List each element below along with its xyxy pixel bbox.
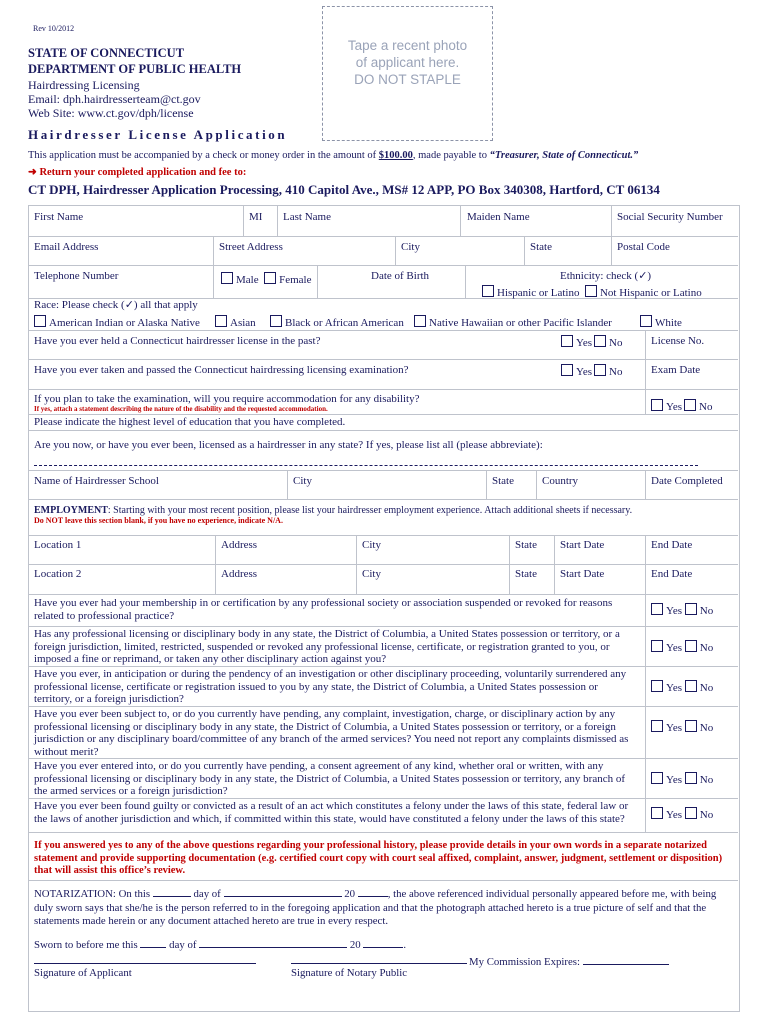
notary-month-blank[interactable]: [224, 886, 342, 897]
applicant-signature-label: Signature of Applicant: [34, 967, 132, 979]
fee-payable: , made payable to: [412, 150, 487, 161]
notarization-continued: , the above referenced individual personally appeared before me, with: [387, 888, 690, 900]
male-checkbox[interactable]: [221, 272, 233, 284]
notary-signature-label: Signature of Notary Public: [291, 967, 408, 979]
no-label: No: [699, 682, 714, 694]
disability-no-checkbox[interactable]: [684, 399, 696, 411]
history-1-no-checkbox[interactable]: [685, 603, 697, 615]
school-country-label: Country: [542, 475, 579, 487]
race-label: Race: Please check (✓) all that apply: [34, 299, 198, 311]
asian-label: Asian: [230, 317, 256, 329]
location-2-end-label: End Date: [651, 568, 693, 580]
location-1-state-label: State: [515, 539, 537, 551]
yes-label: Yes: [666, 722, 683, 734]
exam-date-label: Exam Date: [651, 364, 701, 376]
not-hispanic-label: Not Hispanic or Latino: [599, 287, 702, 299]
location-2-address-label: Address: [221, 568, 258, 580]
yes-label: Yes: [666, 401, 683, 413]
ssn-label: Social Security Number: [617, 211, 723, 223]
return-note-text: Return your completed application and fee to:: [39, 167, 247, 178]
last-name-label: Last Name: [283, 211, 331, 223]
female-label: Female: [279, 274, 312, 286]
black-checkbox[interactable]: [270, 315, 282, 327]
race-option-asian: [215, 315, 256, 330]
school-name-label: Name of Hairdresser School: [34, 475, 159, 487]
license-question: Have you ever held a Connecticut hairdresser license in the past?: [34, 335, 321, 347]
yes-label: Yes: [576, 337, 593, 349]
race-option-black: [270, 315, 404, 330]
history-note: If you answered yes to any of the above questions regarding your professional history, please provide details in your own words in a separate notarized statement and provide supporting documentation (e.g. certified court copy with court seal affixed, complaint, answer, judgment, settlement or disposition) that will assist this office’s review.: [34, 840, 723, 876]
history-3-yes-checkbox[interactable]: [651, 680, 663, 692]
location-1-end-label: End Date: [651, 539, 693, 551]
disability-yes-no: [651, 399, 712, 414]
telephone-label: Telephone Number: [34, 270, 119, 282]
fee-statement: [28, 150, 638, 161]
yes-label: Yes: [666, 774, 683, 786]
history-6-yes-checkbox[interactable]: [651, 807, 663, 819]
photo-instruction-1: Tape a recent photo: [347, 38, 468, 53]
no-label: No: [699, 722, 714, 734]
notarization-oath-text: being duly sworn says that she/he is the person referred to in the foregoing application and that the photograph attached hereto is a true picture of self and that the statements made herein or any document attached hereto are true in every respect.: [34, 888, 717, 927]
history-3-yes-no: [651, 680, 713, 694]
sworn-month-blank[interactable]: [199, 937, 347, 948]
yes-label: Yes: [666, 682, 683, 694]
license-number-label: License No.: [651, 335, 705, 347]
agency-email[interactable]: Email: dph.hairdresserteam@ct.gov: [28, 92, 201, 106]
program-name: Hairdressing Licensing: [28, 78, 140, 92]
dob-label: Date of Birth: [371, 270, 430, 282]
hawaiian-checkbox[interactable]: [414, 315, 426, 327]
mailing-address: CT DPH, Hairdresser Application Processing, 410 Capitol Ave., MS# 12 APP, PO Box 340308, Hartford, CT 06134: [28, 182, 660, 197]
hispanic-checkbox[interactable]: [482, 285, 494, 297]
sworn-day-blank[interactable]: [140, 937, 166, 948]
mi-label: MI: [249, 211, 263, 223]
employment-text: : Starting with your most recent position, please list your hairdresser employment experience. Attach additional sheets if necessary.: [107, 505, 633, 516]
disability-question: If you plan to take the examination, will you require accommodation for any disability?: [34, 393, 420, 405]
location-1-city-label: City: [362, 539, 381, 551]
postal-code-label: Postal Code: [617, 241, 670, 253]
history-question-2: Has any professional licensing or disciplinary body in any state, the District of Columbia, a United States possession or territory, or a foreign jurisdiction, limited, restricted, suspended or revoked any professional license, certificate, or registration granted to you, or imposed a fine or reprimand, or taken any other disciplinary action against you?: [34, 628, 620, 665]
agency-website[interactable]: Web Site: www.ct.gov/dph/license: [28, 106, 194, 120]
history-2-yes-no: [651, 640, 713, 654]
photo-instruction-3: DO NOT STAPLE: [354, 72, 461, 87]
form-title: Hairdresser License Application: [28, 127, 288, 142]
american-indian-label: American Indian or Alaska Native: [49, 317, 200, 329]
notary-day-blank[interactable]: [153, 886, 191, 897]
race-option-white: [640, 315, 682, 330]
exam-yes-checkbox[interactable]: [561, 364, 573, 376]
hawaiian-label: Native Hawaiian or other Pacific Islander: [429, 317, 612, 329]
history-question-4: Have you ever been subject to, or do you currently have pending, any complaint, investigation, charge, or disciplinary action by any professional licensing or disciplinary body in any state, the District of Columbia, a United States possession or territory, or a foreign jurisdiction or any disciplinary board/committee of any branch of the armed services? You need not report any complaints dismissed as without merit?: [34, 708, 629, 758]
exam-yes-no: [561, 364, 622, 379]
exam-no-checkbox[interactable]: [594, 364, 606, 376]
sworn-year-blank[interactable]: [363, 937, 403, 948]
history-4-yes-no: [651, 720, 713, 734]
notary-year-blank[interactable]: [358, 886, 388, 897]
arrow-right-icon: ➜: [28, 167, 37, 178]
gender-options: [221, 272, 312, 287]
black-label: Black or African American: [285, 317, 404, 329]
school-city-label: City: [293, 475, 312, 487]
no-label: No: [609, 337, 623, 349]
white-label: White: [655, 317, 682, 329]
license-yes-no: [561, 335, 622, 350]
fee-payee: “Treasurer, State of Connecticut.”: [489, 150, 639, 161]
license-yes-checkbox[interactable]: [561, 335, 573, 347]
no-label: No: [699, 642, 714, 654]
maiden-name-label: Maiden Name: [467, 211, 530, 223]
notarization-label: NOTARIZATION: On this: [34, 888, 151, 900]
no-label: No: [699, 605, 714, 617]
history-1-yes-checkbox[interactable]: [651, 603, 663, 615]
race-option-american-indian: [34, 315, 200, 330]
state-label: State: [530, 241, 552, 253]
employment-label: EMPLOYMENT: [34, 505, 108, 516]
location-2-start-label: Start Date: [560, 568, 605, 580]
city-label: City: [401, 241, 420, 253]
yes-label: Yes: [666, 605, 683, 617]
location-2-city-label: City: [362, 568, 381, 580]
location-2-label: Location 2: [34, 568, 82, 580]
first-name-label: First Name: [34, 211, 84, 223]
yes-label: Yes: [576, 366, 593, 378]
history-question-3: Have you ever, in anticipation or during the pendency of an investigation or other disciplinary proceeding, voluntarily surrendered any professional license, certificate or registration issued to you by any state, the District of Columbia, a United States possession or territory, or a foreign jurisdiction?: [34, 668, 627, 705]
no-label: No: [609, 366, 623, 378]
ethnicity-options: [482, 285, 702, 300]
fee-amount: $100.00: [378, 150, 413, 161]
photo-box: [322, 6, 493, 141]
disability-yes-checkbox[interactable]: [651, 399, 663, 411]
sworn-year-prefix: 20: [349, 939, 361, 951]
male-label: Male: [236, 274, 259, 286]
history-6-no-checkbox[interactable]: [685, 807, 697, 819]
fee-text: This application must be accompanied by a check or money order in the amount of: [28, 150, 377, 161]
history-question-5: Have you ever entered into, or do you currently have pending, a consent agreement of any kind, whether oral or written, with any professional licensing or disciplinary body in any state, the District of Columbia, a United States possession or territory, any branch of the armed services or a foreign jurisdiction?: [34, 760, 626, 797]
location-1-address-label: Address: [221, 539, 258, 551]
history-question-6: Have you ever been found guilty or convicted as a result of an act which constitutes a felony under the laws of this state, federal law or the laws of another jurisdiction and which, if committed within this state, would have constituted a felony under the laws of this state?: [34, 800, 629, 825]
history-4-yes-checkbox[interactable]: [651, 720, 663, 732]
history-2-no-checkbox[interactable]: [685, 640, 697, 652]
no-label: No: [699, 401, 713, 413]
education-question: Please indicate the highest level of education that you have completed.: [34, 416, 346, 428]
license-no-checkbox[interactable]: [594, 335, 606, 347]
photo-instruction-2: of applicant here.: [355, 55, 460, 70]
american-indian-checkbox[interactable]: [34, 315, 46, 327]
ethnicity-label: Ethnicity: check (✓): [560, 270, 652, 282]
race-option-hawaiian: [414, 315, 612, 330]
female-checkbox[interactable]: [264, 272, 276, 284]
location-1-start-label: Start Date: [560, 539, 605, 551]
email-label: Email Address: [34, 241, 99, 253]
return-note: [28, 166, 246, 178]
notary-day-of: day of: [193, 888, 221, 900]
revision-label: Rev 10/2012: [33, 24, 75, 33]
history-question-1: Have you ever had your membership in or certification by any professional society or association suspended or revoked for reasons related to professional practice?: [34, 597, 613, 622]
location-2-state-label: State: [515, 568, 537, 580]
history-6-yes-no: [651, 807, 713, 821]
sworn-day-of: day of: [169, 939, 197, 951]
not-hispanic-checkbox[interactable]: [585, 285, 597, 297]
location-1-label: Location 1: [34, 539, 82, 551]
history-4-no-checkbox[interactable]: [685, 720, 697, 732]
street-address-label: Street Address: [219, 241, 283, 253]
history-3-no-checkbox[interactable]: [685, 680, 697, 692]
notarization-statement: [34, 886, 732, 929]
other-states-question: Are you now, or have you ever been, licensed as a hairdresser in any state? If yes, please list all (please abbreviate):: [34, 439, 543, 451]
commission-date-blank[interactable]: [583, 954, 669, 965]
yes-label: Yes: [666, 809, 683, 821]
history-5-no-checkbox[interactable]: [685, 772, 697, 784]
agency-state: STATE OF CONNECTICUT: [28, 46, 185, 60]
applicant-signature-line[interactable]: [34, 963, 256, 964]
yes-label: Yes: [666, 642, 683, 654]
states-list-blanks[interactable]: [34, 465, 698, 466]
agency-department: DEPARTMENT OF PUBLIC HEALTH: [28, 62, 242, 76]
asian-checkbox[interactable]: [215, 315, 227, 327]
employment-note: Do NOT leave this section blank, if you have no experience, indicate N/A.: [34, 516, 283, 525]
history-5-yes-no: [651, 772, 713, 786]
history-5-yes-checkbox[interactable]: [651, 772, 663, 784]
school-date-completed-label: Date Completed: [651, 475, 723, 487]
history-2-yes-checkbox[interactable]: [651, 640, 663, 652]
commission-label: My Commission Expires:: [469, 956, 580, 968]
sworn-text: Sworn to before me this: [34, 939, 138, 951]
exam-question: Have you ever taken and passed the Connecticut hairdressing licensing examination?: [34, 364, 409, 376]
notary-signature-line[interactable]: [291, 963, 467, 964]
sworn-line: Sworn to before me this day of 20 .: [34, 939, 407, 951]
hispanic-label: Hispanic or Latino: [497, 287, 580, 299]
commission-expires: [469, 954, 669, 968]
white-checkbox[interactable]: [640, 315, 652, 327]
no-label: No: [699, 774, 714, 786]
no-label: No: [699, 809, 714, 821]
disability-note: If yes, attach a statement describing the nature of the disability and the requested accommodation.: [34, 405, 328, 413]
history-1-yes-no: [651, 603, 713, 617]
school-state-label: State: [492, 475, 514, 487]
notary-year-prefix: 20: [344, 888, 355, 900]
